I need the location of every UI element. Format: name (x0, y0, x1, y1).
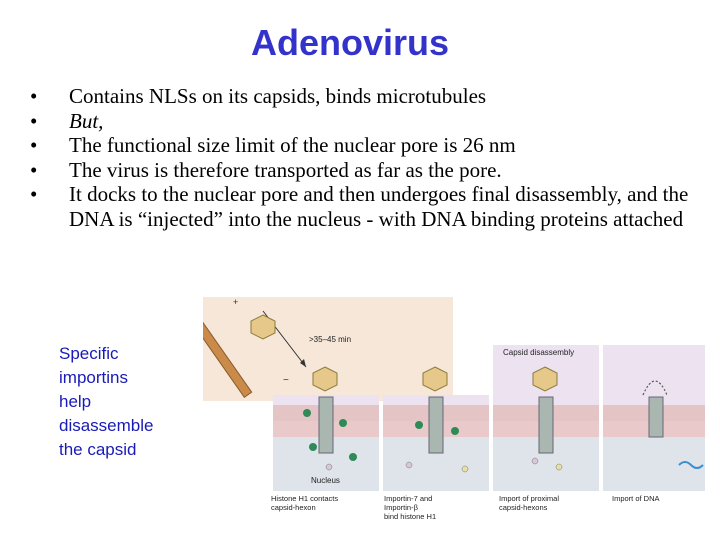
bullet-item (30, 158, 710, 183)
microtubule-minus-end: − (283, 375, 289, 386)
caption-line: the capsid (59, 440, 137, 459)
nucleus-label: Nucleus (311, 476, 340, 485)
caption-line: Specific (59, 344, 119, 363)
figure-side-caption (59, 342, 154, 462)
slide-title: Adenovirus (250, 22, 450, 63)
caption-line: disassemble (59, 416, 154, 435)
caption-line: importins (59, 368, 128, 387)
bullet-text: The virus is therefore transported as far as the pore. (69, 157, 502, 182)
bullet-dot: • (30, 182, 38, 206)
bullet-text: Contains NLSs on its capsids, binds microtubules (69, 84, 487, 108)
adenovirus-import-figure (203, 297, 705, 523)
bullet-dot: • (30, 84, 38, 108)
bullet-text: But, (69, 108, 104, 133)
bullet-item (30, 133, 710, 158)
step-caption-2: Importin-7 and Importin-β bind histone H1 (384, 494, 437, 521)
bullet-item (30, 84, 710, 109)
bullet-list (30, 84, 710, 231)
bullet-dot: • (30, 108, 38, 133)
step-caption-1: Histone H1 contacts capsid-hexon (271, 494, 339, 512)
bullet-text: The functional size limit of the nuclear pore is 26 nm (69, 133, 516, 157)
bullet-item (30, 109, 710, 134)
bullet-dot: • (30, 157, 38, 182)
step-caption-4: Import of DNA (612, 494, 660, 503)
caption-line: help (59, 392, 92, 411)
step-panel-3 (493, 345, 599, 491)
bullet-dot: • (30, 133, 38, 157)
bullet-text: It docks to the nuclear pore and then undergoes final disassembly, and the DNA is “injected” into the nucleus - with DNA binding proteins attached (69, 182, 689, 231)
time-label: >35–45 min (309, 335, 352, 344)
microtubule-plus-end: + (233, 297, 239, 307)
step-panel-4 (603, 345, 705, 491)
step-header: Capsid disassembly (503, 348, 575, 357)
step-caption-3: Import of proximal capsid-hexons (499, 494, 560, 512)
bullet-item (30, 182, 710, 231)
